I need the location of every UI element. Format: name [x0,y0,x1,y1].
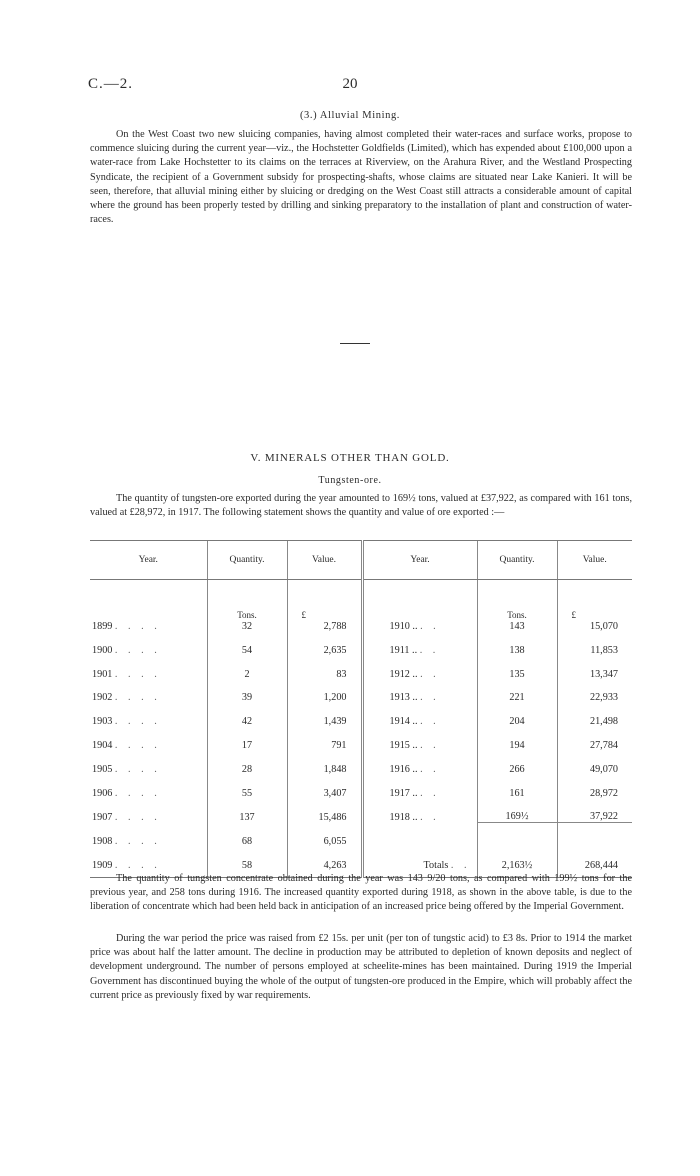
row-quantity: 68 [207,823,287,847]
totals-label: Totals [423,859,449,871]
leader-dots: . . . . [114,836,161,848]
row-year: 1912 .. [389,668,418,680]
table-row [90,580,632,633]
row-value: 4,263 [287,847,362,877]
row-year: 1902 [92,692,113,704]
unit-pounds: £ [301,610,306,620]
leader-dots: . . . . [114,811,161,823]
table-row [90,727,632,751]
leader-dots: . . . . [114,668,161,680]
row-quantity: 39 [207,680,287,704]
row-quantity: 266 [477,751,557,775]
row-quantity: 138 [477,632,557,656]
empty-cell [362,823,477,847]
page-number: 20 [342,76,358,92]
leader-dots: . . [420,739,440,751]
unit-pounds: £ [571,610,576,620]
tungsten-export-table [90,540,632,878]
leader-dots: . . . . [114,621,161,632]
unit-tons: Tons. [237,610,257,620]
header-value-right: Value. [557,541,632,580]
row-value: 11,853 [557,632,632,656]
row-value: 3,407 [287,775,362,799]
leader-dots: . . [420,787,440,799]
row-quantity: 204 [477,703,557,727]
row-year: 1905 [92,763,113,775]
row-value: 22,933 [557,680,632,704]
row-year: 1906 [92,787,113,799]
row-quantity: 143 [509,621,525,632]
row-value: 21,498 [557,703,632,727]
row-year: 1909 [92,859,113,871]
row-quantity: 194 [477,727,557,751]
leader-dots: . . . . [114,787,161,799]
row-year: 1904 [92,739,113,751]
row-year: 1907 [92,811,113,823]
section-divider [340,343,370,344]
table-row [90,703,632,727]
header-value-left: Value. [287,541,362,580]
row-value: 83 [287,656,362,680]
leader-dots: . . [420,811,440,823]
table-row [90,775,632,799]
row-year: 1916 .. [389,763,418,775]
header-year-left: Year. [90,541,207,580]
row-value: 1,848 [287,751,362,775]
leader-dots: . . [420,621,440,632]
row-value: 15,486 [287,799,362,823]
leader-dots: . . [450,859,471,871]
row-year: 1903 [92,716,113,728]
price-paragraph: During the war period the price was raised from £2 15s. per unit (per ton of tungstic acid) to £3 8s. Prior to 1914 the market price was about half the latter amount. The decline in production may be attributed to depletion of known deposits and neglect of development underground. The number of persons employed at scheelite-mines has been maintained. During 1919 the Imperial Government has discontinued buying the whole of the output of tungsten-ore produced in the Empire, which will probably affect the current price as previously fixed by war requirements. [90,933,632,1001]
totals-quantity: 2,163½ [477,847,557,877]
leader-dots: . . [420,692,440,704]
table-row [90,799,632,823]
leader-dots: . . [420,668,440,680]
row-quantity: 55 [207,775,287,799]
unit-tons: Tons. [507,610,527,620]
leader-dots: . . [420,716,440,728]
row-value: 49,070 [557,751,632,775]
tungsten-intro-paragraph: The quantity of tungsten-ore exported during the year amounted to 169½ tons, valued at £37,922, as compared with 161 tons, valued at £28,972, in 1917. The following statement shows the quantity and value of ore exported :— [90,493,632,519]
row-year: 1900 [92,644,113,656]
table-row [90,751,632,775]
tungsten-subheading: Tungsten-ore. [318,475,382,486]
header-year-right: Year. [362,541,477,580]
row-value: 6,055 [287,823,362,847]
row-year: 1918 .. [389,811,418,823]
row-quantity: 17 [207,727,287,751]
leader-dots: . . . . [114,739,161,751]
row-year: 1910 .. [389,621,418,632]
table-header-row [90,541,632,580]
row-quantity: 28 [207,751,287,775]
table-row [90,823,632,847]
row-year: 1901 [92,668,113,680]
row-value: 791 [287,727,362,751]
minerals-heading: V. MINERALS OTHER THAN GOLD. [250,452,450,464]
row-quantity: 161 [477,775,557,799]
row-quantity: 135 [477,656,557,680]
alluvial-mining-paragraph: On the West Coast two new sluicing companies, having almost completed their water-races and surface works, propose to commence sluicing during the current year—viz., the Hochstetter Goldfields (Limited), which has expended about £100,000 upon a water-race from Lake Hochstetter to its claims on the terraces at Riverview, on the Arahura River, and the Westland Prospecting Syndicate, the recipient of a Government subsidy for prospecting-shafts, whose claims are situated near Lake Kanieri. It will be seen, therefore, that alluvial mining either by sluicing or dredging on the West Coast still attracts a considerable amount of capital where the ground has been properly tested by drilling and sinking preparatory to the installation of plant and construction of water-races. [90,129,632,226]
table-row [90,656,632,680]
leader-dots: . . . . [114,692,161,704]
row-quantity: 221 [477,680,557,704]
leader-dots: . . . . [114,859,161,871]
row-quantity: 42 [207,703,287,727]
totals-value: 268,444 [557,847,632,877]
row-year: 1915 .. [389,739,418,751]
row-value: 1,200 [287,680,362,704]
concentrate-paragraph: The quantity of tungsten concentrate obtained during the year was 143 9/20 tons, as compared with 199½ tons for the previous year, and 258 tons during 1916. The increased quantity exported during 1918, as shown in the above table, is due to the liberation of concentrate which had been held back in anticipation of an increased price being offered by the Imperial Government. [90,873,632,913]
table-row [90,680,632,704]
series-code: C.—2. [88,76,134,92]
row-value: 2,635 [287,632,362,656]
row-year: 1913 .. [389,692,418,704]
row-value: 15,070 [589,621,618,632]
row-year: 1899 [92,621,113,632]
row-year: 1917 .. [389,787,418,799]
row-quantity: 58 [207,847,287,877]
alluvial-mining-title: (3.) Alluvial Mining. [299,110,401,121]
totals-rule [477,823,557,847]
header-quantity-left: Quantity. [207,541,287,580]
header-quantity-right: Quantity. [477,541,557,580]
row-quantity: 137 [207,799,287,823]
row-value: 13,347 [557,656,632,680]
row-year: 1908 [92,836,113,848]
leader-dots: . . [420,763,440,775]
row-value: 1,439 [287,703,362,727]
row-value: 37,922 [557,799,632,823]
leader-dots: . . [419,644,440,656]
leader-dots: . . . . [114,716,161,728]
row-quantity: 169½ [477,799,557,823]
row-value: 2,788 [323,621,347,632]
row-quantity: 2 [207,656,287,680]
leader-dots: . . . . [114,644,161,656]
totals-rule [557,823,632,847]
row-quantity: 54 [207,632,287,656]
row-value: 27,784 [557,727,632,751]
row-year: 1911 .. [389,644,418,656]
row-year: 1914 .. [389,716,418,728]
row-value: 28,972 [557,775,632,799]
leader-dots: . . . . [114,763,161,775]
row-quantity: 32 [241,621,253,632]
table-row [90,632,632,656]
